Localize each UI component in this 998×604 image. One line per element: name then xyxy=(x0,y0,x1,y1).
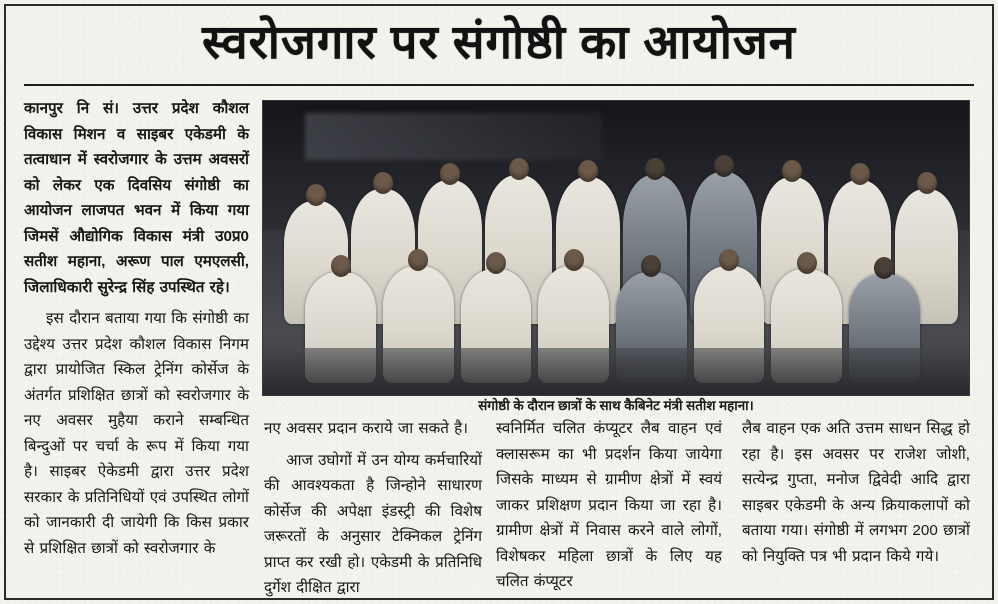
article-column-1 xyxy=(24,96,249,567)
photo-person-head xyxy=(578,160,598,182)
photo-person-head xyxy=(850,163,870,185)
photo-person-head xyxy=(797,252,817,274)
photo-person-head xyxy=(714,155,734,177)
article-paragraph: कानपुर नि सं। उत्तर प्रदेश कौशल विकास मिशन व साइबर एकेडमी के तत्वाधान में स्वरोजगार के उत्तम अवसरों को लेकर एक दिवसिय संगोष्ठी का आयोजन लाजपत भवन में किया गया जिमसें औद्योगिक विकास मंत्री उ0प्र0 सतीश महाना, अरूण पाल एमएलसी, जिलाधिकारी सुरेन्द्र सिंह उपस्थित रहे। xyxy=(24,100,249,296)
photo-person-head xyxy=(331,255,351,277)
article-photo xyxy=(262,100,970,396)
photo-person-head xyxy=(917,172,937,194)
photo-person-head xyxy=(509,158,529,180)
article-column-3 xyxy=(496,416,722,601)
photo-caption: संगोष्ठी के दौरान छात्रों के साथ कैबिनेट मंत्री सतीश महाना। xyxy=(478,398,754,413)
headline-divider xyxy=(24,84,974,86)
photo-person-head xyxy=(486,252,506,274)
article-paragraph: नए अवसर प्रदान कराये जा सकते है। xyxy=(264,420,468,437)
photo-person-head xyxy=(373,172,393,194)
article-paragraph: लैब वाहन एक अति उत्तम साधन सिद्ध हो रहा है। इस अवसर पर राजेश जोशी, सत्येन्द्र गुप्ता, मनोज द्विवेदी आदि द्वारा साइबर एकेडमी के अन्य क्रियाकलापों को बताया गया। संगोष्ठी में लगभग 200 छात्रों को नियुक्ति पत्र भी प्रदान किये गये। xyxy=(742,420,970,565)
photo-person-head xyxy=(408,249,428,271)
photo-foreground xyxy=(263,348,969,395)
article-paragraph: आज उघोगों में उन योग्य कर्मचारियों की आवश्यकता है जिन्होने साधारण कोर्सेज की अपेक्षा इंडस्ट्री की विशेष जरूरतों के अनुसार टेक्निकल ट्रेनिंग प्राप्त कर रखी हो। एकेडमी के प्रतिनिधि दुर्गेश दीक्षित द्वारा xyxy=(264,451,482,596)
photo-person-head xyxy=(874,257,894,279)
photo-person-head xyxy=(641,255,661,277)
article-paragraph: इस दौरान बताया गया कि संगोष्ठी का उद्देश्य उत्तर प्रदेश कौशल विकास निगम द्वारा प्रायोजित स्किल ट्रेनिंग कोर्सेज के अंतर्गत प्रशिक्षित छात्रों को स्वरोजगार के नए अवसर मुहैया कराने सम्बन्धित बिन्दुओं पर चर्चा के रूप में किया गया है। साइबर ऐकेडमी द्वारा उत्तर प्रदेश सरकार के प्रतिनिधियों एवं उपस्थित लोगों को जानकारी दी जायेगी कि किस प्रकार से प्रशिक्षित छात्रों को स्वरोजगार के xyxy=(24,310,249,557)
photo-person-head xyxy=(306,184,326,206)
photo-person-head xyxy=(440,163,460,185)
article-column-2 xyxy=(264,416,482,604)
photo-person-head xyxy=(645,158,665,180)
photo-person-head xyxy=(782,160,802,182)
photo-person-head xyxy=(719,249,739,271)
photo-banner xyxy=(305,113,602,160)
photo-person-head xyxy=(564,249,584,271)
article-headline: स्वरोजगार पर संगोष्ठी का आयोजन xyxy=(202,15,796,68)
photo-scene xyxy=(263,101,969,395)
article-column-4 xyxy=(742,416,970,575)
article-paragraph: स्वनिर्मित चलित कंप्यूटर लैब वाहन एवं क्लासरूम का भी प्रदर्शन किया जायेगा जिसके माध्यम से ग्रामीण क्षेत्रों में स्वयं जाकर प्रशिक्षण प्रदान किया जा रहा है। ग्रामीण क्षेत्रों में निवास करने वाले लोगों, विशेषकर महिला छात्रों के लिए यह चलित कंप्यूटर xyxy=(496,420,722,590)
